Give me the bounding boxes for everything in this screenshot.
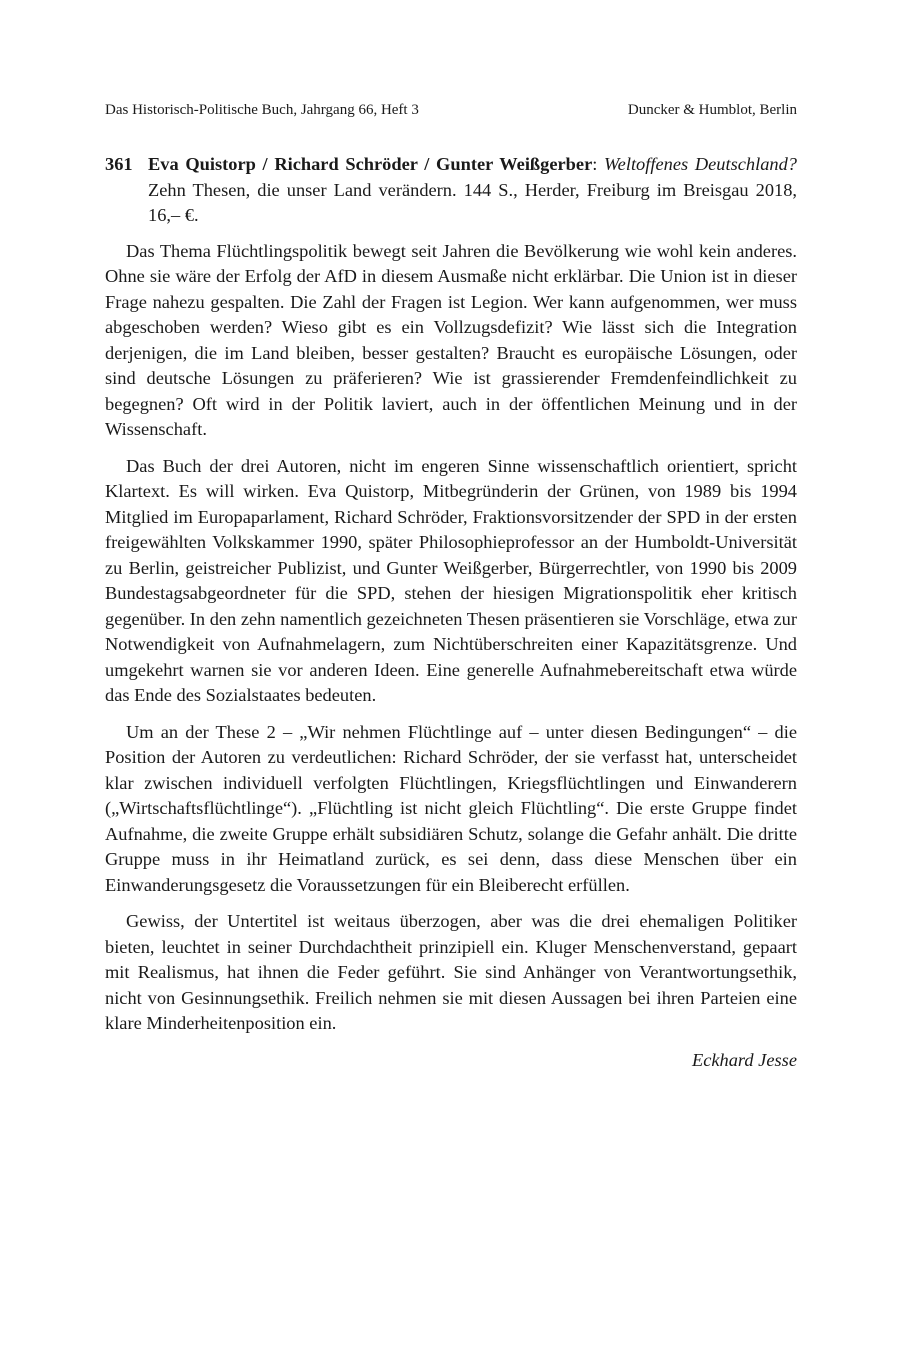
- review-entry: [105, 152, 797, 1073]
- book-authors: Eva Quistorp / Richard Schröder / Gunter Weißgerber: [148, 154, 593, 174]
- authors-colon: :: [592, 154, 605, 174]
- review-paragraph: Das Thema Flüchtlingspolitik bewegt seit Jahren die Bevölkerung wie wohl kein anderes. Ohne sie wäre der Erfolg der AfD in diesem Ausmaße nicht erklärbar. Die Union ist in dieser Frage nahezu gespalten. Die Zahl der Fragen ist Legion. Wer kann aufgenommen, wer muss abgeschoben werden? Wieso gibt es ein Vollzugsdefizit? Wie lässt sich die Integration derjenigen, die im Land bleiben, besser gestalten? Braucht es europäische Lösungen, oder sind deutsche Lösungen zu präferieren? Wie ist grassierender Fremdenfeindlichkeit zu begegnen? Oft wird in der Politik laviert, auch in der öffentlichen Meinung und in der Wissenschaft.: [105, 240, 797, 439]
- review-body: [105, 239, 797, 1037]
- running-header: [105, 100, 797, 120]
- publisher-name: Duncker & Humblot, Berlin: [627, 102, 797, 118]
- entry-number: 361: [105, 154, 133, 174]
- reviewer-name: Eckhard Jesse: [691, 1049, 797, 1070]
- bibliographic-entry: [105, 152, 797, 229]
- review-paragraph: Um an der These 2 – „Wir nehmen Flüchtlinge auf – unter diesen Bedingungen“ – die Position der Autoren zu verdeutlichen: Richard Schröder, der sie verfasst hat, unterscheidet klar zwischen individuell verfolgten Flüchtlingen, Kriegsflüchtlingen und Einwanderern („Wirtschaftsflüchtlinge“). „Flüchtling ist nicht gleich Flüchtling“. Die erste Gruppe findet Aufnahme, die zweite Gruppe erhält subsidiären Schutz, solange die Gefahr anhält. Die dritte Gruppe muss in ihr Heimatland zurück, es sei denn, dass diese Menschen über ein Einwanderungsgesetz die Voraussetzungen für ein Bleiberecht erfüllen.: [105, 721, 797, 895]
- book-title: Weltoffenes Deutschland?: [604, 154, 797, 174]
- review-paragraph: Gewiss, der Untertitel ist weitaus überzogen, aber was die drei ehemaligen Politiker bieten, leuchtet in seiner Durchdachtheit prinzipiell ein. Kluger Menschenverstand, gepaart mit Realismus, hat ihnen die Feder geführt. Sie sind Anhänger von Verantwortungsethik, nicht von Gesinnungsethik. Freilich nehmen sie mit diesen Aussagen bei ihren Parteien eine klare Minderheitenposition ein.: [105, 911, 797, 1033]
- journal-title: Das Historisch-Politische Buch, Jahrgang 66, Heft 3: [105, 102, 419, 118]
- review-paragraph: Das Buch der drei Autoren, nicht im engeren Sinne wissenschaftlich orientiert, spricht Klartext. Es will wirken. Eva Quistorp, Mitbegründerin der Grünen, von 1989 bis 1994 Mitglied im Europaparlament, Richard Schröder, Fraktionsvorsitzender der SPD in der ersten freigewählten Volkskammer 1990, später Philosophieprofessor an der Humboldt-Universität zu Berlin, geistreicher Publizist, und Gunter Weißgerber, Bürgerrechtler, von 1990 bis 2009 Bundestagsabgeordneter für die SPD, stehen der hiesigen Migrationspolitik eher kritisch gegenüber. In den zehn namentlich gezeichneten Thesen präsentieren sie Vorschläge, etwa zur Notwendigkeit von Aufnahmelagern, zum Nichtüberschreiten einer Kapazitätsgrenze. Und umgekehrt warnen sie vor anderen Ideen. Eine generelle Aufnahmebereitschaft etwa würde das Ende des Sozialstaates bedeuten.: [105, 455, 797, 705]
- document-page: [105, 0, 797, 1366]
- book-details: Zehn Thesen, die unser Land verändern. 144 S., Herder, Freiburg im Breisgau 2018, 16,– €.: [148, 179, 797, 225]
